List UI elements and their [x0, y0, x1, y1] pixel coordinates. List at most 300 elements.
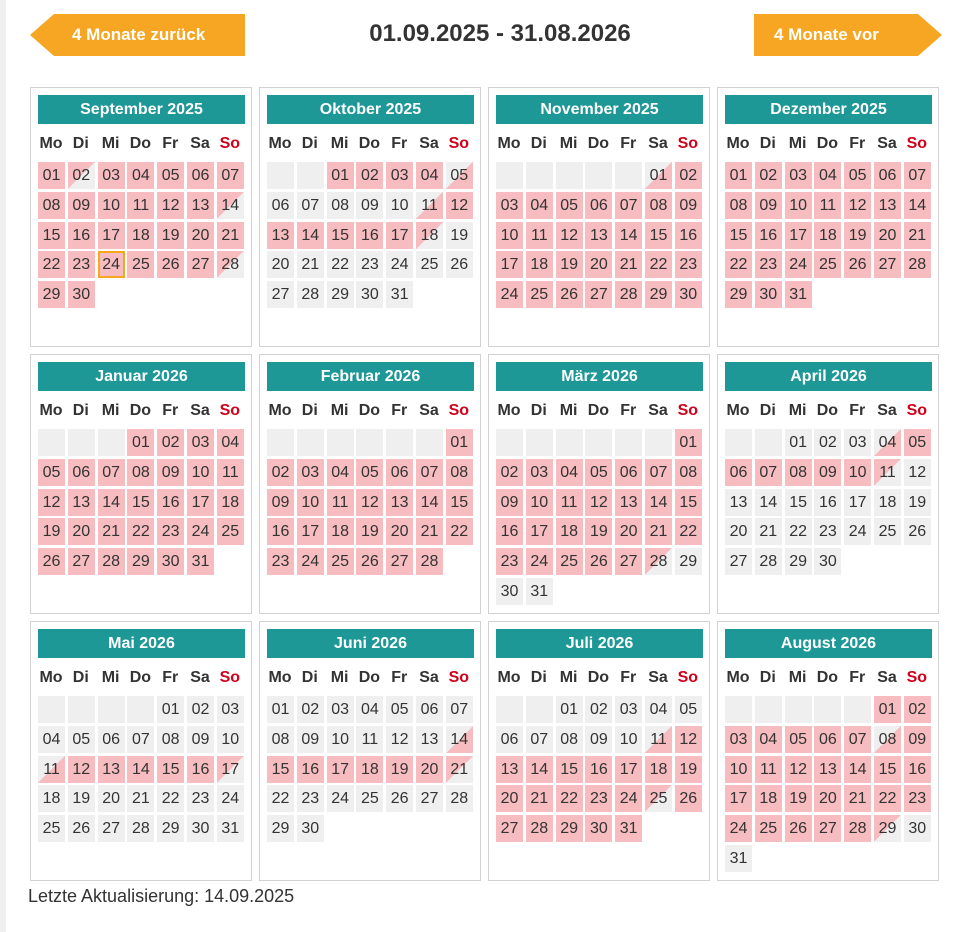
day-cell[interactable]: 24 [327, 785, 354, 812]
day-cell[interactable]: 03 [297, 459, 324, 486]
day-cell[interactable]: 04 [127, 162, 154, 189]
day-cell[interactable]: 07 [297, 192, 324, 219]
day-cell[interactable]: 18 [356, 756, 383, 783]
day-cell[interactable]: 17 [725, 785, 752, 812]
day-cell[interactable]: 29 [785, 548, 812, 575]
day-cell[interactable]: 15 [267, 756, 294, 783]
day-cell[interactable]: 09 [68, 192, 95, 219]
day-cell[interactable]: 04 [755, 726, 782, 753]
day-cell[interactable]: 30 [904, 815, 931, 842]
day-cell[interactable]: 07 [526, 726, 553, 753]
day-cell[interactable]: 05 [68, 726, 95, 753]
day-cell[interactable]: 07 [127, 726, 154, 753]
day-cell[interactable]: 22 [267, 785, 294, 812]
day-cell[interactable]: 24 [217, 785, 244, 812]
day-cell[interactable]: 08 [725, 192, 752, 219]
day-cell[interactable]: 31 [785, 281, 812, 308]
day-cell[interactable]: 13 [814, 756, 841, 783]
day-cell[interactable]: 25 [526, 281, 553, 308]
day-cell[interactable]: 26 [904, 518, 931, 545]
day-cell[interactable]: 03 [615, 696, 642, 723]
day-cell[interactable]: 16 [496, 518, 523, 545]
day-cell[interactable]: 26 [675, 785, 702, 812]
day-cell[interactable]: 21 [446, 756, 473, 783]
day-cell[interactable]: 30 [585, 815, 612, 842]
day-cell[interactable]: 23 [267, 548, 294, 575]
day-cell[interactable]: 11 [327, 489, 354, 516]
day-cell[interactable]: 28 [217, 251, 244, 278]
day-cell[interactable]: 22 [157, 785, 184, 812]
day-cell[interactable]: 02 [496, 459, 523, 486]
day-cell[interactable]: 19 [386, 756, 413, 783]
day-cell[interactable]: 01 [327, 162, 354, 189]
day-cell[interactable]: 27 [68, 548, 95, 575]
day-cell[interactable]: 25 [755, 815, 782, 842]
day-cell[interactable]: 23 [814, 518, 841, 545]
day-cell[interactable]: 18 [645, 756, 672, 783]
day-cell[interactable]: 17 [297, 518, 324, 545]
day-cell[interactable]: 16 [68, 222, 95, 249]
next-arrow-icon[interactable] [918, 14, 942, 56]
day-cell[interactable]: 16 [356, 222, 383, 249]
day-cell[interactable]: 02 [297, 696, 324, 723]
day-cell[interactable]: 19 [157, 222, 184, 249]
day-cell[interactable]: 14 [416, 489, 443, 516]
day-cell[interactable]: 01 [725, 162, 752, 189]
day-cell[interactable]: 27 [725, 548, 752, 575]
day-cell[interactable]: 19 [446, 222, 473, 249]
day-cell[interactable]: 22 [785, 518, 812, 545]
day-cell[interactable]: 13 [725, 489, 752, 516]
day-cell[interactable]: 15 [785, 489, 812, 516]
day-cell[interactable]: 27 [615, 548, 642, 575]
day-cell[interactable]: 14 [755, 489, 782, 516]
day-cell[interactable]: 07 [217, 162, 244, 189]
day-cell[interactable]: 05 [785, 726, 812, 753]
day-cell[interactable]: 06 [814, 726, 841, 753]
day-cell[interactable]: 27 [874, 251, 901, 278]
day-cell[interactable]: 05 [556, 192, 583, 219]
day-cell[interactable]: 25 [38, 815, 65, 842]
day-cell[interactable]: 30 [814, 548, 841, 575]
day-cell[interactable]: 22 [675, 518, 702, 545]
day-cell[interactable]: 30 [755, 281, 782, 308]
day-cell[interactable]: 29 [327, 281, 354, 308]
day-cell[interactable]: 05 [386, 696, 413, 723]
day-cell[interactable]: 20 [68, 518, 95, 545]
day-cell[interactable]: 21 [127, 785, 154, 812]
day-cell[interactable]: 18 [416, 222, 443, 249]
day-cell[interactable]: 07 [904, 162, 931, 189]
day-cell[interactable]: 13 [267, 222, 294, 249]
day-cell[interactable]: 20 [585, 251, 612, 278]
day-cell[interactable]: 20 [496, 785, 523, 812]
day-cell[interactable]: 04 [356, 696, 383, 723]
day-cell[interactable]: 28 [416, 548, 443, 575]
day-cell[interactable]: 25 [556, 548, 583, 575]
day-cell[interactable]: 09 [187, 726, 214, 753]
day-cell[interactable]: 11 [416, 192, 443, 219]
day-cell[interactable]: 20 [187, 222, 214, 249]
day-cell[interactable]: 12 [38, 489, 65, 516]
day-cell[interactable]: 07 [755, 459, 782, 486]
day-cell[interactable]: 24 [844, 518, 871, 545]
day-cell[interactable]: 18 [38, 785, 65, 812]
day-cell[interactable]: 28 [297, 281, 324, 308]
day-cell[interactable]: 06 [386, 459, 413, 486]
day-cell[interactable]: 10 [496, 222, 523, 249]
day-cell[interactable]: 05 [585, 459, 612, 486]
day-cell[interactable]: 07 [844, 726, 871, 753]
day-cell[interactable]: 25 [356, 785, 383, 812]
day-cell[interactable]: 31 [725, 845, 752, 872]
day-cell[interactable]: 20 [725, 518, 752, 545]
day-cell[interactable]: 12 [904, 459, 931, 486]
day-cell[interactable]: 27 [267, 281, 294, 308]
day-cell[interactable]: 12 [157, 192, 184, 219]
day-cell[interactable]: 06 [187, 162, 214, 189]
day-cell[interactable]: 11 [38, 756, 65, 783]
day-cell[interactable]: 08 [327, 192, 354, 219]
day-cell[interactable]: 22 [556, 785, 583, 812]
day-cell[interactable]: 09 [496, 489, 523, 516]
day-cell[interactable]: 19 [844, 222, 871, 249]
day-cell[interactable]: 28 [904, 251, 931, 278]
day-cell[interactable]: 10 [297, 489, 324, 516]
day-cell[interactable]: 25 [327, 548, 354, 575]
day-cell[interactable]: 14 [615, 222, 642, 249]
day-cell[interactable]: 05 [157, 162, 184, 189]
day-cell[interactable]: 20 [814, 785, 841, 812]
day-cell[interactable]: 16 [755, 222, 782, 249]
day-cell[interactable]: 06 [725, 459, 752, 486]
day-cell[interactable]: 22 [446, 518, 473, 545]
day-cell[interactable]: 08 [38, 192, 65, 219]
day-cell[interactable]: 27 [386, 548, 413, 575]
day-cell[interactable]: 02 [585, 696, 612, 723]
day-cell[interactable]: 01 [874, 696, 901, 723]
day-cell[interactable]: 02 [904, 696, 931, 723]
day-cell[interactable]: 19 [904, 489, 931, 516]
day-cell[interactable]: 22 [874, 785, 901, 812]
day-cell[interactable]: 01 [127, 429, 154, 456]
day-cell[interactable]: 14 [297, 222, 324, 249]
day-cell[interactable]: 14 [217, 192, 244, 219]
day-cell[interactable]: 27 [814, 815, 841, 842]
day-cell[interactable]: 23 [675, 251, 702, 278]
day-cell[interactable]: 23 [755, 251, 782, 278]
day-cell[interactable]: 29 [874, 815, 901, 842]
day-cell[interactable]: 30 [187, 815, 214, 842]
day-cell[interactable]: 12 [68, 756, 95, 783]
day-cell[interactable]: 07 [416, 459, 443, 486]
day-cell[interactable]: 29 [675, 548, 702, 575]
day-cell[interactable]: 28 [526, 815, 553, 842]
day-cell[interactable]: 12 [556, 222, 583, 249]
day-cell[interactable]: 31 [526, 578, 553, 605]
day-cell[interactable]: 09 [904, 726, 931, 753]
day-cell[interactable]: 10 [386, 192, 413, 219]
day-cell[interactable]: 16 [904, 756, 931, 783]
day-cell[interactable]: 23 [356, 251, 383, 278]
day-cell[interactable]: 26 [157, 251, 184, 278]
day-cell[interactable]: 17 [98, 222, 125, 249]
day-cell[interactable]: 23 [187, 785, 214, 812]
day-cell[interactable]: 21 [526, 785, 553, 812]
day-cell[interactable]: 04 [645, 696, 672, 723]
day-cell[interactable]: 03 [187, 429, 214, 456]
day-cell[interactable]: 29 [267, 815, 294, 842]
day-cell[interactable]: 10 [327, 726, 354, 753]
day-cell[interactable]: 15 [127, 489, 154, 516]
day-cell[interactable]: 08 [645, 192, 672, 219]
day-cell[interactable]: 31 [615, 815, 642, 842]
day-cell[interactable]: 21 [416, 518, 443, 545]
day-cell[interactable]: 24 [187, 518, 214, 545]
day-cell[interactable]: 13 [496, 756, 523, 783]
day-cell[interactable]: 15 [38, 222, 65, 249]
day-cell[interactable]: 30 [675, 281, 702, 308]
day-cell[interactable]: 19 [675, 756, 702, 783]
day-cell[interactable]: 11 [217, 459, 244, 486]
day-cell[interactable]: 28 [127, 815, 154, 842]
day-cell[interactable]: 25 [127, 251, 154, 278]
day-cell[interactable]: 17 [496, 251, 523, 278]
day-cell[interactable]: 19 [356, 518, 383, 545]
day-cell[interactable]: 08 [675, 459, 702, 486]
day-cell[interactable]: 30 [356, 281, 383, 308]
day-cell[interactable]: 05 [904, 429, 931, 456]
day-cell[interactable]: 30 [297, 815, 324, 842]
day-cell[interactable]: 24 [496, 281, 523, 308]
day-cell[interactable]: 26 [356, 548, 383, 575]
day-cell[interactable]: 04 [327, 459, 354, 486]
day-cell[interactable]: 12 [844, 192, 871, 219]
day-cell[interactable]: 17 [615, 756, 642, 783]
day-cell[interactable]: 12 [356, 489, 383, 516]
day-cell[interactable]: 22 [725, 251, 752, 278]
day-cell[interactable]: 23 [297, 785, 324, 812]
day-cell[interactable]: 28 [755, 548, 782, 575]
day-cell[interactable]: 11 [356, 726, 383, 753]
day-cell[interactable]: 09 [585, 726, 612, 753]
day-cell[interactable]: 05 [38, 459, 65, 486]
day-cell[interactable]: 04 [217, 429, 244, 456]
day-cell[interactable]: 08 [267, 726, 294, 753]
day-cell[interactable]: 07 [446, 696, 473, 723]
day-cell[interactable]: 07 [645, 459, 672, 486]
day-cell[interactable]: 04 [526, 192, 553, 219]
day-cell[interactable]: 01 [645, 162, 672, 189]
day-cell[interactable]: 19 [38, 518, 65, 545]
day-cell[interactable]: 04 [814, 162, 841, 189]
day-cell[interactable]: 12 [785, 756, 812, 783]
day-cell[interactable]: 26 [556, 281, 583, 308]
day-cell[interactable]: 17 [844, 489, 871, 516]
day-cell[interactable]: 06 [267, 192, 294, 219]
day-cell[interactable]: 26 [68, 815, 95, 842]
day-cell[interactable]: 09 [157, 459, 184, 486]
day-cell[interactable]: 25 [645, 785, 672, 812]
day-cell[interactable]: 18 [327, 518, 354, 545]
day-cell[interactable]: 15 [327, 222, 354, 249]
day-cell[interactable]: 31 [386, 281, 413, 308]
day-cell[interactable]: 12 [675, 726, 702, 753]
day-cell[interactable]: 01 [675, 429, 702, 456]
day-cell[interactable]: 19 [785, 785, 812, 812]
prev-arrow-icon[interactable] [30, 14, 54, 56]
day-cell[interactable]: 23 [157, 518, 184, 545]
day-cell[interactable]: 29 [38, 281, 65, 308]
day-cell[interactable]: 02 [675, 162, 702, 189]
day-cell[interactable]: 15 [874, 756, 901, 783]
day-cell[interactable]: 11 [645, 726, 672, 753]
day-cell[interactable]: 06 [615, 459, 642, 486]
prev-months-button[interactable]: 4 Monate zurück [54, 14, 245, 56]
day-cell[interactable]: 26 [844, 251, 871, 278]
day-cell[interactable]: 08 [446, 459, 473, 486]
day-cell[interactable]: 16 [297, 756, 324, 783]
day-cell[interactable]: 16 [675, 222, 702, 249]
day-cell[interactable]: 01 [785, 429, 812, 456]
day-cell[interactable]: 28 [446, 785, 473, 812]
day-cell[interactable]: 24 [98, 251, 125, 278]
day-cell[interactable]: 07 [615, 192, 642, 219]
day-cell[interactable]: 11 [874, 459, 901, 486]
day-cell[interactable]: 01 [38, 162, 65, 189]
day-cell[interactable]: 24 [725, 815, 752, 842]
day-cell[interactable]: 20 [267, 251, 294, 278]
day-cell[interactable]: 19 [585, 518, 612, 545]
day-cell[interactable]: 04 [874, 429, 901, 456]
day-cell[interactable]: 01 [157, 696, 184, 723]
day-cell[interactable]: 03 [386, 162, 413, 189]
day-cell[interactable]: 14 [844, 756, 871, 783]
day-cell[interactable]: 08 [874, 726, 901, 753]
day-cell[interactable]: 04 [556, 459, 583, 486]
day-cell[interactable]: 10 [785, 192, 812, 219]
day-cell[interactable]: 15 [645, 222, 672, 249]
day-cell[interactable]: 22 [645, 251, 672, 278]
day-cell[interactable]: 10 [844, 459, 871, 486]
day-cell[interactable]: 15 [675, 489, 702, 516]
day-cell[interactable]: 03 [785, 162, 812, 189]
day-cell[interactable]: 03 [327, 696, 354, 723]
day-cell[interactable]: 21 [615, 251, 642, 278]
day-cell[interactable]: 18 [814, 222, 841, 249]
day-cell[interactable]: 24 [297, 548, 324, 575]
day-cell[interactable]: 22 [327, 251, 354, 278]
day-cell[interactable]: 18 [127, 222, 154, 249]
day-cell[interactable]: 20 [98, 785, 125, 812]
day-cell[interactable]: 02 [755, 162, 782, 189]
day-cell[interactable]: 06 [874, 162, 901, 189]
day-cell[interactable]: 15 [157, 756, 184, 783]
day-cell[interactable]: 13 [585, 222, 612, 249]
day-cell[interactable]: 09 [814, 459, 841, 486]
day-cell[interactable]: 24 [526, 548, 553, 575]
day-cell[interactable]: 23 [496, 548, 523, 575]
day-cell[interactable]: 06 [585, 192, 612, 219]
day-cell[interactable]: 09 [755, 192, 782, 219]
day-cell[interactable]: 14 [446, 726, 473, 753]
day-cell[interactable]: 11 [755, 756, 782, 783]
day-cell[interactable]: 14 [98, 489, 125, 516]
day-cell[interactable]: 05 [675, 696, 702, 723]
day-cell[interactable]: 18 [755, 785, 782, 812]
day-cell[interactable]: 15 [556, 756, 583, 783]
day-cell[interactable]: 11 [556, 489, 583, 516]
day-cell[interactable]: 21 [844, 785, 871, 812]
day-cell[interactable]: 14 [127, 756, 154, 783]
day-cell[interactable]: 16 [187, 756, 214, 783]
day-cell[interactable]: 13 [98, 756, 125, 783]
day-cell[interactable]: 02 [68, 162, 95, 189]
day-cell[interactable]: 20 [386, 518, 413, 545]
day-cell[interactable]: 03 [526, 459, 553, 486]
day-cell[interactable]: 11 [526, 222, 553, 249]
day-cell[interactable]: 02 [187, 696, 214, 723]
day-cell[interactable]: 23 [585, 785, 612, 812]
day-cell[interactable]: 02 [157, 429, 184, 456]
day-cell[interactable]: 21 [645, 518, 672, 545]
day-cell[interactable]: 24 [615, 785, 642, 812]
day-cell[interactable]: 28 [645, 548, 672, 575]
day-cell[interactable]: 09 [356, 192, 383, 219]
day-cell[interactable]: 20 [615, 518, 642, 545]
next-months-button[interactable]: 4 Monate vor [754, 14, 918, 56]
day-cell[interactable]: 14 [645, 489, 672, 516]
day-cell[interactable]: 13 [386, 489, 413, 516]
day-cell[interactable]: 18 [556, 518, 583, 545]
day-cell[interactable]: 15 [725, 222, 752, 249]
day-cell[interactable]: 13 [615, 489, 642, 516]
day-cell[interactable]: 12 [585, 489, 612, 516]
day-cell[interactable]: 25 [814, 251, 841, 278]
day-cell[interactable]: 17 [526, 518, 553, 545]
day-cell[interactable]: 26 [386, 785, 413, 812]
day-cell[interactable]: 11 [127, 192, 154, 219]
day-cell[interactable]: 02 [356, 162, 383, 189]
day-cell[interactable]: 10 [526, 489, 553, 516]
day-cell[interactable]: 29 [725, 281, 752, 308]
day-cell[interactable]: 01 [556, 696, 583, 723]
day-cell[interactable]: 25 [416, 251, 443, 278]
day-cell[interactable]: 09 [297, 726, 324, 753]
day-cell[interactable]: 19 [68, 785, 95, 812]
day-cell[interactable]: 06 [496, 726, 523, 753]
day-cell[interactable]: 24 [386, 251, 413, 278]
day-cell[interactable]: 14 [526, 756, 553, 783]
day-cell[interactable]: 10 [217, 726, 244, 753]
day-cell[interactable]: 28 [98, 548, 125, 575]
day-cell[interactable]: 19 [556, 251, 583, 278]
day-cell[interactable]: 17 [386, 222, 413, 249]
day-cell[interactable]: 26 [585, 548, 612, 575]
day-cell[interactable]: 31 [217, 815, 244, 842]
day-cell[interactable]: 16 [585, 756, 612, 783]
day-cell[interactable]: 06 [68, 459, 95, 486]
day-cell[interactable]: 04 [416, 162, 443, 189]
day-cell[interactable]: 17 [187, 489, 214, 516]
day-cell[interactable]: 16 [157, 489, 184, 516]
day-cell[interactable]: 30 [68, 281, 95, 308]
day-cell[interactable]: 01 [267, 696, 294, 723]
day-cell[interactable]: 29 [127, 548, 154, 575]
day-cell[interactable]: 26 [785, 815, 812, 842]
day-cell[interactable]: 25 [874, 518, 901, 545]
day-cell[interactable]: 11 [814, 192, 841, 219]
